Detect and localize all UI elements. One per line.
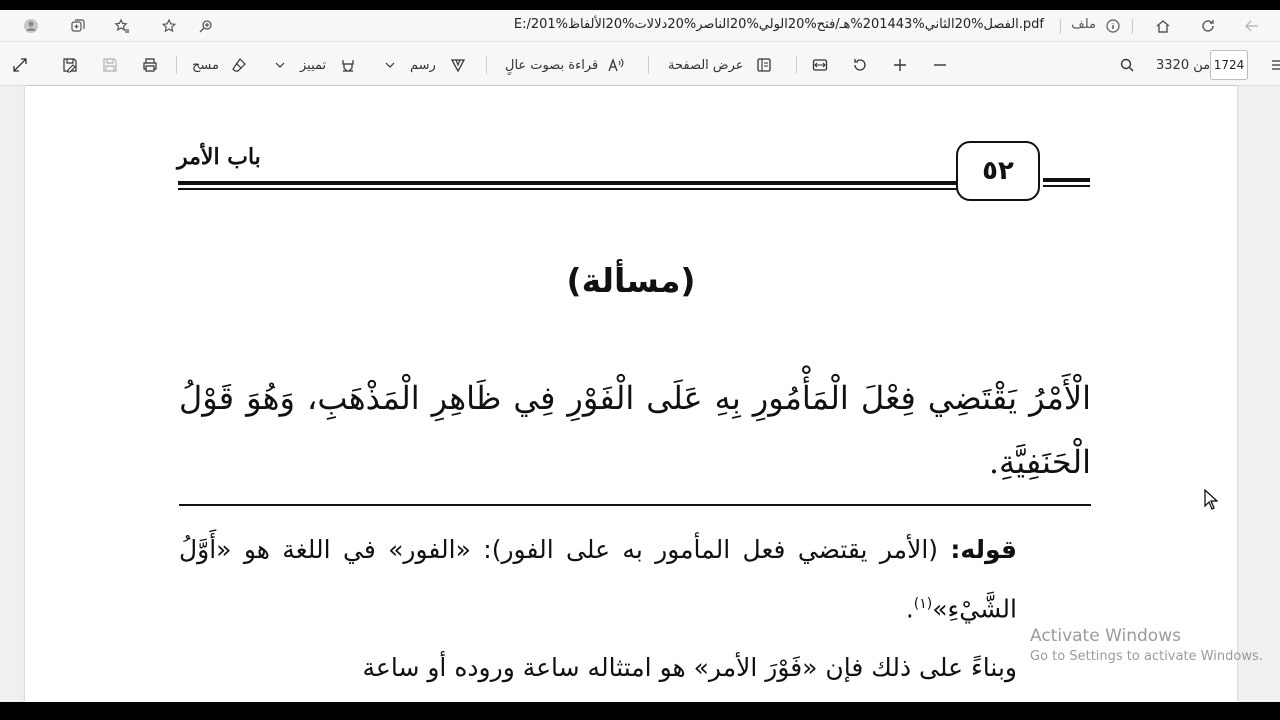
rotate-icon[interactable] bbox=[850, 54, 870, 76]
comment-rest: «الفور» في اللغة هو «أَوَّلُ الشَّيْءِ» bbox=[179, 535, 1017, 624]
page-number-input[interactable]: 1724 bbox=[1210, 50, 1248, 80]
commentary-paragraph bbox=[179, 523, 1017, 636]
bottom-black-strip bbox=[0, 702, 1280, 720]
page-view-label: عرض الصفحة bbox=[668, 57, 744, 73]
toolbar-separator bbox=[176, 56, 177, 74]
highlight-button[interactable] bbox=[270, 54, 358, 76]
page-total-label: من 3320 bbox=[1156, 57, 1211, 73]
favorite-add-icon[interactable] bbox=[157, 14, 181, 38]
info-icon[interactable] bbox=[1101, 14, 1125, 38]
pdf-toolbar bbox=[0, 42, 1280, 86]
search-icon[interactable] bbox=[1117, 54, 1137, 76]
comment-end: . bbox=[905, 594, 914, 624]
activation-watermark bbox=[1030, 626, 1263, 664]
watermark-title: Activate Windows bbox=[1030, 626, 1181, 646]
mouse-cursor-icon bbox=[1204, 489, 1218, 511]
erase-button[interactable] bbox=[192, 54, 249, 76]
running-head: باب الأمر bbox=[177, 144, 261, 170]
separator-rule bbox=[179, 504, 1091, 506]
page-number-badge: ٥٢ bbox=[956, 141, 1040, 201]
favorites-icon[interactable] bbox=[110, 14, 134, 38]
draw-label: رسم bbox=[410, 57, 436, 73]
header-rule bbox=[1043, 178, 1090, 182]
address-separator bbox=[1132, 19, 1133, 34]
toolbar-separator bbox=[486, 56, 487, 74]
collections-icon[interactable] bbox=[66, 14, 90, 38]
toolbar-separator bbox=[796, 56, 797, 74]
eraser-icon bbox=[229, 55, 249, 75]
page-view-icon bbox=[754, 55, 774, 75]
commentary-paragraph-2: وبناءً على ذلك فإن «فَوْرَ الأمر» هو امتثاله ساعة وروده أو ساعة bbox=[362, 653, 1017, 682]
page-view-button[interactable] bbox=[668, 54, 774, 76]
highlight-label: تمييز bbox=[300, 57, 327, 73]
fullscreen-icon[interactable] bbox=[10, 54, 30, 76]
more-icon[interactable] bbox=[1268, 54, 1280, 76]
fit-icon[interactable] bbox=[810, 54, 830, 76]
highlight-icon bbox=[338, 55, 358, 75]
zoom-icon[interactable] bbox=[194, 14, 218, 38]
address-bar bbox=[0, 10, 1280, 42]
back-icon[interactable] bbox=[1240, 14, 1264, 38]
watermark-subtitle: Go to Settings to activate Windows. bbox=[1030, 649, 1263, 664]
footnote-mark[interactable]: (١) bbox=[913, 596, 933, 612]
zoom-in-icon[interactable] bbox=[890, 54, 910, 76]
header-rule bbox=[178, 188, 958, 190]
save-icon[interactable] bbox=[100, 54, 120, 76]
file-label: ملف bbox=[1071, 17, 1096, 32]
url-text[interactable]: E:/201%الفصل%20الثاني%201443%هـ/فتح%20الولي%20الناصر%20دلالات%20الألفاظ.pdf bbox=[513, 17, 1044, 32]
read-aloud-button[interactable] bbox=[505, 54, 626, 76]
profile-icon[interactable] bbox=[19, 14, 43, 38]
chevron-down-icon bbox=[270, 55, 290, 75]
save-as-icon[interactable] bbox=[60, 54, 80, 76]
print-icon[interactable] bbox=[140, 54, 160, 76]
section-heading: (مسألة) bbox=[566, 261, 696, 300]
refresh-icon[interactable] bbox=[1196, 14, 1220, 38]
comment-label: قوله: bbox=[950, 535, 1017, 564]
read-aloud-icon bbox=[606, 55, 626, 75]
comment-quote: (الأمر يقتضي فعل المأمور به على الفور): bbox=[483, 535, 939, 564]
draw-icon bbox=[448, 55, 468, 75]
erase-label: مسح bbox=[192, 57, 219, 73]
address-separator bbox=[1060, 19, 1061, 34]
draw-button[interactable] bbox=[380, 54, 468, 76]
zoom-out-icon[interactable] bbox=[930, 54, 950, 76]
pdf-page bbox=[25, 86, 1237, 702]
header-rule bbox=[178, 181, 958, 185]
home-icon[interactable] bbox=[1151, 14, 1175, 38]
toolbar-separator bbox=[648, 56, 649, 74]
header-rule bbox=[1043, 185, 1090, 187]
chevron-down-icon bbox=[380, 55, 400, 75]
read-aloud-label: قراءة بصوت عالٍ bbox=[505, 57, 599, 73]
pdf-viewer[interactable] bbox=[0, 86, 1280, 702]
top-black-strip bbox=[0, 0, 1280, 10]
main-text: الْأَمْرُ يَقْتَضِي فِعْلَ الْمَأْمُورِ بِهِ عَلَى الْفَوْرِ فِي ظَاهِرِ الْمَذْهَبِ، وَهُوَ قَوْلُ الْحَنَفِيَّةِ. bbox=[179, 379, 1092, 481]
